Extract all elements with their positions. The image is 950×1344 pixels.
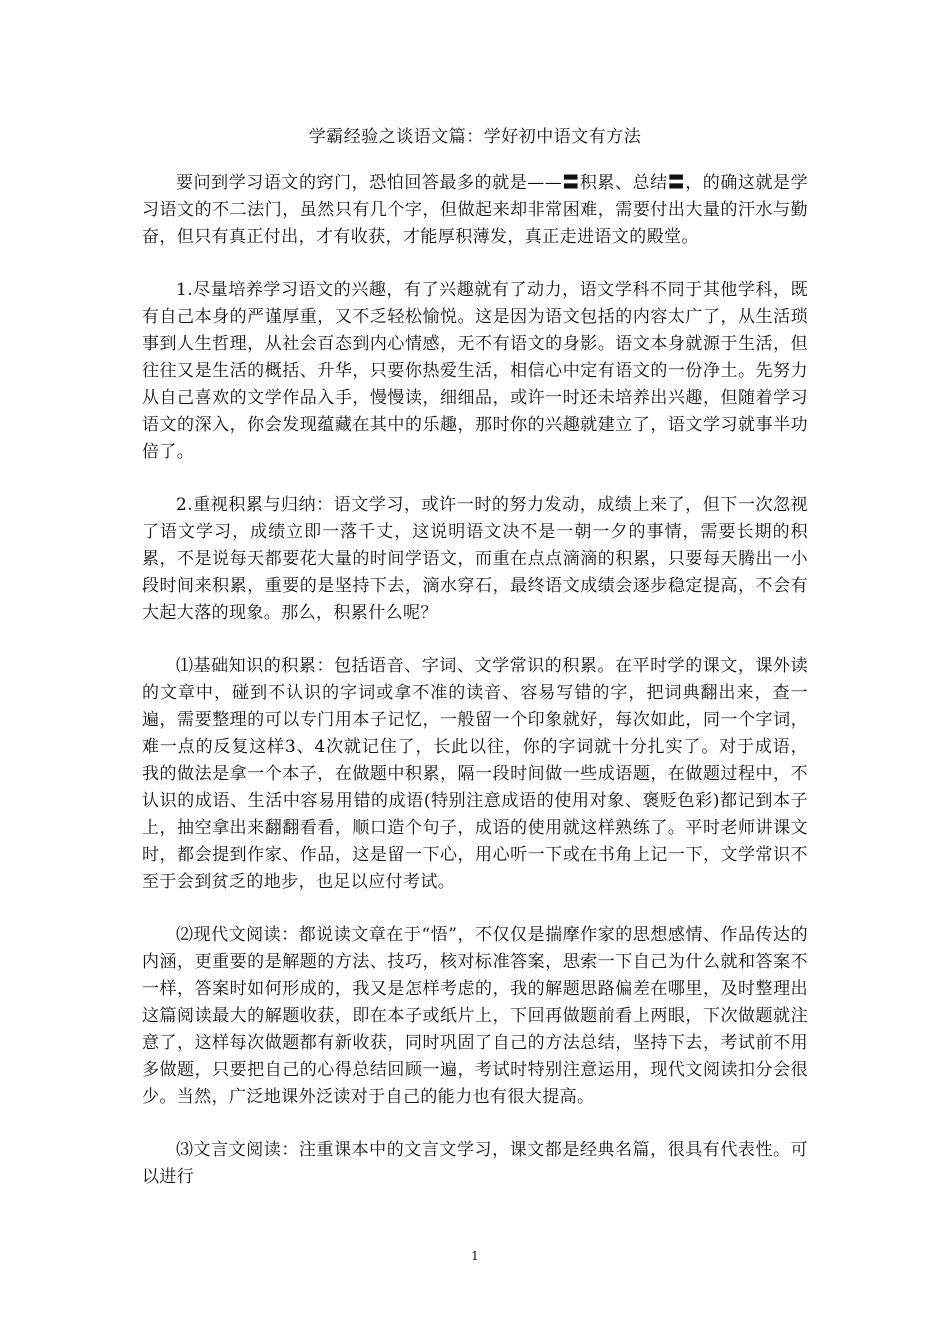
document-title: 学霸经验之谈语文篇：学好初中语文有方法: [308, 127, 642, 147]
paragraph-interest: 1.尽量培养学习语文的兴趣，有了兴趣就有了动力，语文学科不同于其他学科，既有自己本身的严谨厚重，又不乏轻松愉悦。这是因为语文包括的内容太广了，从生活琐事到人生哲理，从社会百态到内心情感，无不有语文的身影。语文本身就源于生活，但往往又是生活的概括、升华，只要你热爱生活，相信心中定有语文的一份净土。先努力从自己喜欢的文学作品入手，慢慢读，细细品，或许一时还未培养出兴趣，但随着学习语文的深入，你会发现蕴藏在其中的乐趣，那时你的兴趣就建立了，语文学习就事半功倍了。: [142, 280, 808, 462]
paragraph-classical-reading: ⑶文言文阅读：注重课本中的文言文学习，课文都是经典名篇，很具有代表性。可以进行: [142, 1140, 808, 1187]
paragraph-intro: 要问到学习语文的窍门，恐怕回答最多的就是——〓积累、总结〓，的确这就是学习语文的不二法门，虽然只有几个字，但做起来却非常困难，需要付出大量的汗水与勤奋，但只有真正付出，才有收获，才能厚积薄发，真正走进语文的殿堂。: [142, 173, 808, 247]
paragraph-modern-reading: ⑵现代文阅读：都说读文章在于“悟”，不仅仅是揣摩作家的思想感情、作品传达的内涵，更重要的是解题的方法、技巧，核对标准答案，思索一下自己为什么就和答案不一样，答案时如何形成的，我又是怎样考虑的，我的解题思路偏差在哪里，及时整理出这篇阅读最大的解题收获，即在本子或纸片上，下回再做题前看上两眼，下次做题就注意了，这样每次做题都有新收获，同时巩固了自己的方法总结，坚持下去，考试前不用多做题，只要把自己的心得总结回顾一遍，考试时特别注意运用，现代文阅读扣分会很少。当然，广泛地课外泛读对于自己的能力也有很大提高。: [142, 925, 808, 1107]
document-body: [142, 170, 808, 1217]
paragraph-basic-knowledge: ⑴基础知识的积累：包括语音、字词、文学常识的积累。在平时学的课文，课外读的文章中，碰到不认识的字词或拿不准的读音、容易写错的字，把词典翻出来，查一遍，需要整理的可以专门用本子记忆，一般留一个印象就好，每次如此，同一个字词，难一点的反复这样3、4次就记住了，长此以往，你的字词就十分扎实了。对于成语，我的做法是拿一个本子，在做题中积累，隔一段时间做一些成语题，在做题过程中，不认识的成语、生活中容易用错的成语(特别注意成语的使用对象、褒贬色彩)都记到本子上，抽空拿出来翻翻看看，顺口造个句子，成语的使用就这样熟练了。平时老师讲课文时，都会提到作家、作品，这是留一下心，用心听一下或在书角上记一下，文学常识不至于会到贫乏的地步，也足以应付考试。: [142, 656, 808, 892]
paragraph-accumulation: 2.重视积累与归纳：语文学习，或许一时的努力发动，成绩上来了，但下一次忽视了语文学习，成绩立即一落千丈，这说明语文决不是一朝一夕的事情，需要长期的积累，不是说每天都要花大量的时间学语文，而重在点点滴滴的积累，只要每天腾出一小段时间来积累，重要的是坚持下去，滴水穿石，最终语文成绩会逐步稳定提高，不会有大起大落的现象。那么，积累什么呢？: [142, 495, 808, 623]
page-number: 1: [471, 1249, 479, 1263]
